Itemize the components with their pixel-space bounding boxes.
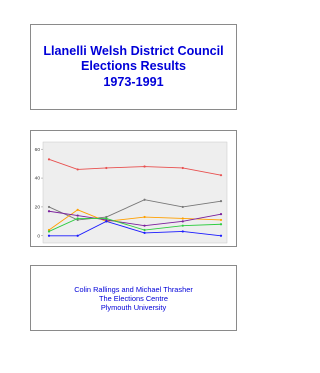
data-point (143, 216, 145, 218)
document-years: 1973-1991 (103, 74, 164, 89)
data-point (77, 217, 79, 219)
data-point (220, 200, 222, 202)
university: Plymouth University (100, 302, 167, 312)
plot-area (43, 142, 227, 243)
document-subtitle: Elections Results (81, 59, 186, 74)
y-axis (35, 147, 43, 240)
data-point (220, 219, 222, 221)
document-title: Llanelli Welsh District Council (43, 43, 224, 58)
data-point (77, 235, 79, 237)
data-point (220, 213, 222, 215)
y-tick-label: 20 (34, 205, 40, 211)
data-point (143, 232, 145, 234)
chart-box (30, 130, 237, 247)
line-chart (31, 131, 238, 248)
data-point (182, 167, 184, 169)
data-point (48, 210, 50, 212)
data-point (48, 235, 50, 237)
organisation: The Elections Centre (98, 293, 168, 303)
data-point (220, 174, 222, 176)
data-point (182, 230, 184, 232)
title-box (30, 24, 237, 110)
data-point (182, 206, 184, 208)
data-point (143, 229, 145, 231)
data-point (220, 223, 222, 225)
data-point (48, 230, 50, 232)
authors: Colin Rallings and Michael Thrasher (74, 284, 193, 294)
data-point (143, 165, 145, 167)
data-point (182, 225, 184, 227)
data-point (182, 220, 184, 222)
data-point (48, 206, 50, 208)
credits-box (30, 265, 237, 331)
y-tick-label: 40 (34, 176, 40, 182)
data-point (105, 217, 107, 219)
data-point (77, 214, 79, 216)
data-point (77, 168, 79, 170)
data-point (220, 235, 222, 237)
y-tick-label: 0 (37, 234, 40, 240)
data-point (143, 199, 145, 201)
data-point (143, 225, 145, 227)
data-point (105, 167, 107, 169)
y-tick-label: 60 (34, 147, 40, 153)
data-point (105, 220, 107, 222)
data-point (77, 209, 79, 211)
data-point (48, 158, 50, 160)
data-point (182, 217, 184, 219)
